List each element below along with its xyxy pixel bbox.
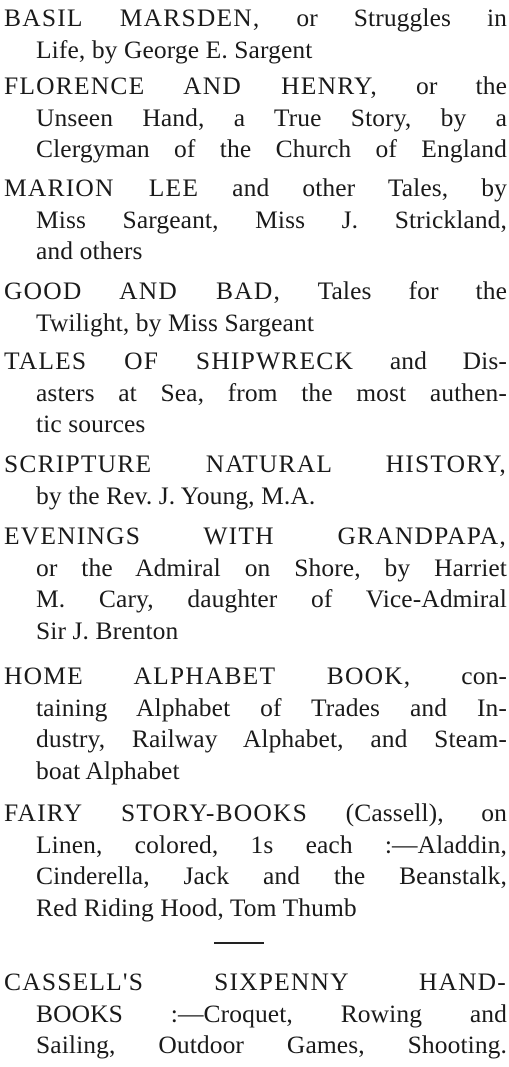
entry-line: Life, by George E. Sargent <box>36 34 313 64</box>
entry-line: Linen, colored, 1s each :—Aladdin, <box>36 829 507 859</box>
entry-line: dustry, Railway Alphabet, and Steam- <box>36 724 507 753</box>
entry-text: and Dis- <box>389 346 507 375</box>
entry-line: by the Rev. J. Young, M.A. <box>36 480 316 510</box>
entry-first-line <box>4 797 507 829</box>
book-title: FLORENCE AND HENRY, <box>4 71 378 100</box>
book-title: CASSELL'S SIXPENNY HAND- <box>4 967 507 996</box>
entry-text: and other Tales, by <box>232 173 507 202</box>
entry-line: boat Alphabet <box>36 755 180 785</box>
entry-line: Unseen Hand, a True Story, by a <box>36 102 507 132</box>
entry-first-line <box>4 660 507 692</box>
entry-line: Clergyman of the Church of England <box>36 134 507 163</box>
entry-line: M. Cary, daughter of Vice-Admiral <box>36 584 507 613</box>
entry-first-line <box>4 70 507 102</box>
book-title: MARION LEE <box>4 173 200 202</box>
book-entry <box>4 70 507 165</box>
entry-text: or the <box>416 71 507 100</box>
entry-first-line <box>4 275 507 307</box>
entry-line: Miss Sargeant, Miss J. Strickland, <box>36 204 507 234</box>
entry-text: con- <box>461 661 507 690</box>
entry-line: taining Alphabet of Trades and In- <box>36 692 507 722</box>
entry-line: Sir J. Brenton <box>36 615 179 645</box>
entry-line: and others <box>36 236 143 265</box>
entry-first-line <box>4 448 507 480</box>
entry-line: Cinderella, Jack and the Beanstalk, <box>36 861 507 890</box>
book-title: FAIRY STORY-BOOKS <box>4 798 309 827</box>
entry-first-line <box>4 2 507 34</box>
book-entry <box>4 797 507 923</box>
book-entry <box>4 172 507 267</box>
entry-line: Sailing, Outdoor Games, Shooting. <box>36 1030 507 1059</box>
book-title: TALES OF SHIPWRECK <box>4 346 355 375</box>
book-entry <box>4 448 507 511</box>
book-entry <box>4 345 507 440</box>
entry-text: Tales for the <box>317 276 507 305</box>
entry-line: Twilight, by Miss Sargeant <box>36 307 315 337</box>
book-title: BASIL MARSDEN, <box>4 3 261 32</box>
entry-first-line <box>4 966 507 998</box>
book-entry <box>4 520 507 646</box>
book-entry <box>4 660 507 786</box>
book-title: GOOD AND BAD, <box>4 276 282 305</box>
book-entry <box>4 966 507 1061</box>
entry-line: asters at Sea, from the most authen- <box>36 377 507 407</box>
entry-first-line <box>4 345 507 377</box>
entry-first-line <box>4 520 507 552</box>
book-title: HOME ALPHABET BOOK, <box>4 661 412 690</box>
book-title: SCRIPTURE NATURAL HISTORY, <box>4 449 507 478</box>
section-divider <box>214 942 264 944</box>
entry-line: or the Admiral on Shore, by Harriet <box>36 552 507 582</box>
entry-line: Red Riding Hood, Tom Thumb <box>36 892 357 922</box>
entry-line: BOOKS :—Croquet, Rowing and <box>36 998 507 1028</box>
entry-first-line <box>4 172 507 204</box>
book-entry <box>4 2 507 65</box>
entry-line: tic sources <box>36 409 146 438</box>
entry-text: or Struggles in <box>296 3 507 32</box>
book-title: EVENINGS WITH GRANDPAPA, <box>4 521 507 550</box>
book-entry <box>4 275 507 338</box>
entry-text: (Cassell), on <box>345 798 507 827</box>
